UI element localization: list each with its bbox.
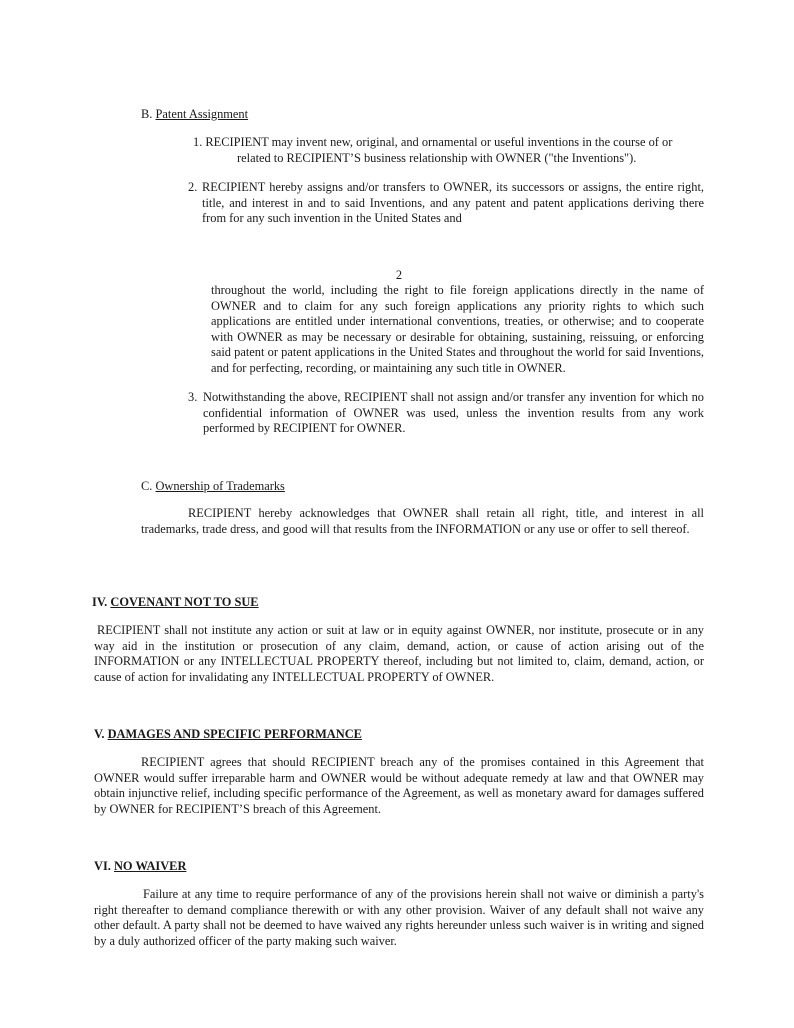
damages-heading <box>94 727 362 743</box>
waiver-heading <box>94 859 186 875</box>
trademarks-heading-letter: C. <box>141 479 153 493</box>
damages-body: RECIPIENT agrees that should RECIPIENT breach any of the promises contained in this Agreement that OWNER would suffer irreparable harm and OWNER would be without adequate remedy at law and that OWNER may obtain injunctive relief, including specific performance of the Agreement, as well as monetary award for damages suffered by OWNER for RECIPIENT’S breach of this Agreement. <box>94 755 704 816</box>
waiver-body: Failure at any time to require performance of any of the provisions herein shall not waive or diminish a party's right thereafter to demand compliance therewith or with any other provision. Waiver of any default shall not waive any other default. A party shall not be deemed to have waived any rights hereunder unless such waiver is in writing and signed by a duly authorized officer of the party making such waiver. <box>94 887 704 948</box>
damages-numeral: V. <box>94 727 105 741</box>
waiver-title: NO WAIVER <box>113 859 187 873</box>
patent-item-1-line-1: 1. RECIPIENT may invent new, original, and ornamental or useful inventions in the course of or <box>193 135 673 149</box>
covenant-body: RECIPIENT shall not institute any action or suit at law or in equity against OWNER, nor institute, prosecute or in any way aid in the institution or prosecution of any claim, demand, action, or cause of action arising out of the INFORMATION or any INTELLECTUAL PROPERTY thereof, including but not limited to, claim, demand, action, or cause of action for invalidating any INTELLECTUAL PROPERTY of OWNER. <box>94 623 704 684</box>
trademarks-heading <box>141 479 285 495</box>
patent-item-3-number: 3. <box>188 390 198 404</box>
patent-item-3-text: Notwithstanding the above, RECIPIENT shall not assign and/or transfer any invention for which no confidential information of OWNER was used, unless the invention results from any work performed by RECIPIENT for OWNER. <box>203 390 704 435</box>
covenant-title: COVENANT NOT TO SUE <box>110 595 259 609</box>
patent-item-1-line-2: related to RECIPIENT’S business relationship with OWNER ("the Inventions"). <box>237 151 637 165</box>
patent-assignment-heading <box>141 107 248 123</box>
patent-item-2-first-part <box>202 180 704 227</box>
patent-item-2-text: RECIPIENT hereby assigns and/or transfers to OWNER, its successors or assigns, the entire right, title, and interest in and to said Inventions, and any patent and patent applications deriving there from for any such invention in the United States and <box>202 180 704 225</box>
trademarks-heading-title: Ownership of Trademarks <box>155 479 285 493</box>
patent-item-2-number: 2. <box>188 180 198 194</box>
trademarks-body: RECIPIENT hereby acknowledges that OWNER shall retain all right, title, and interest in all trademarks, trade dress, and good will that results from the INFORMATION or any use or offer to sell thereof. <box>141 506 704 536</box>
waiver-numeral: VI. <box>94 859 111 873</box>
page-number: 2 <box>395 268 403 282</box>
covenant-numeral: IV. <box>92 595 108 609</box>
patent-heading-title: Patent Assignment <box>155 107 249 121</box>
damages-title: DAMAGES AND SPECIFIC PERFORMANCE <box>107 727 362 741</box>
covenant-heading <box>92 595 259 611</box>
patent-item-2-continuation: throughout the world, including the right to file foreign applications directly in the name of OWNER and to claim for any such foreign applications any priority rights to which such applications are entitled under international conventions, treaties, or otherwise; and to cooperate with OWNER as may be necessary or desirable for obtaining, sustaining, reissuing, or enforcing said patent or patent applications in the United States and throughout the world for said Inventions, and for perfecting, recording, or maintaining any such title in OWNER. <box>211 283 704 375</box>
patent-heading-letter: B. <box>141 107 153 121</box>
